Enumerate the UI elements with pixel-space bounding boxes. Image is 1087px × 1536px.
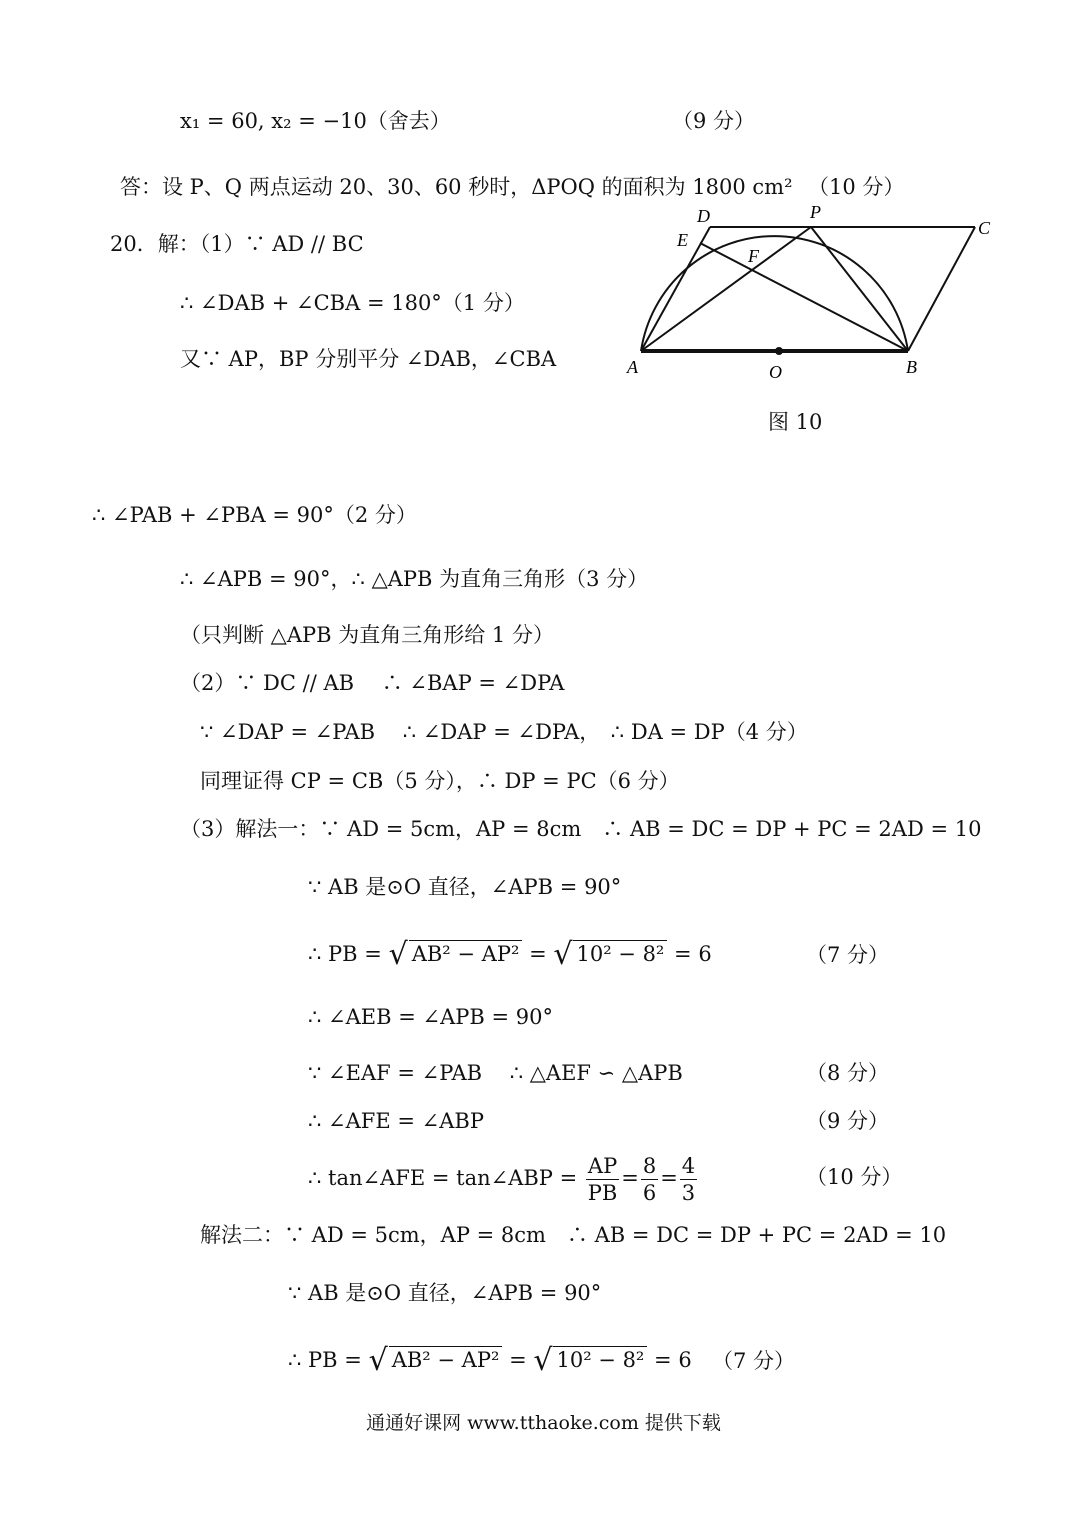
line-tan: ∴ tan∠AFE = tan∠ABP = $\frac{AP}{PB}$ = $\frac{8}{6}$ = $\frac{4}{3}$ xyxy=(308,1154,696,1205)
score-10b: （10 分） xyxy=(806,1165,903,1189)
figure-caption: 图 10 xyxy=(768,410,823,434)
line-roots: x₁ = 60, x₂ = −10（舍去） xyxy=(180,109,451,133)
answer-line: 答：设 P、Q 两点运动 20、30、60 秒时，ΔPOQ 的面积为 1800 cm² xyxy=(120,175,793,199)
footer-watermark: 通通好课网 www.tthaoke.com 提供下载 xyxy=(366,1412,721,1434)
problem-20-part2: （2）∵ DC // AB ∴ ∠BAP = ∠DPA xyxy=(180,671,565,695)
label-p: P xyxy=(810,202,821,222)
problem-20-part3-method1: （3）解法一：∵ AD = 5cm，AP = 8cm ∴ AB = DC = DP + PC = 2AD = 10 xyxy=(180,817,982,841)
fraction-ap-pb: $\frac{AP}{PB}$ xyxy=(587,1154,618,1205)
line-bisect: 又∵ AP，BP 分别平分 ∠DAB，∠CBA xyxy=(180,347,557,371)
segment-cb xyxy=(908,227,975,351)
score-8: （8 分） xyxy=(806,1061,890,1085)
line-pb-1: ∴ PB = √ AB² − AP² = √ 10² − 8² = 6 xyxy=(308,937,712,972)
line-angle-sum: ∴ ∠DAB + ∠CBA = 180°（1 分） xyxy=(180,291,525,315)
line-diameter-1: ∵ AB 是⊙O 直径，∠APB = 90° xyxy=(308,875,622,899)
center-o-dot xyxy=(775,347,783,355)
line-afe-abp: ∴ ∠AFE = ∠ABP xyxy=(308,1109,484,1133)
label-e: E xyxy=(677,230,688,250)
score-7a: （7 分） xyxy=(806,943,890,967)
geometry-figure xyxy=(620,195,1020,395)
problem-20-part1: 20．解：（1）∵ AD // BC xyxy=(110,232,364,256)
score-9b: （9 分） xyxy=(806,1109,890,1133)
fraction-8-6: $\frac{8}{6}$ xyxy=(642,1154,657,1205)
segment-eb xyxy=(700,243,908,351)
line-apb-right: ∴ ∠APB = 90°，∴ △APB 为直角三角形（3 分） xyxy=(180,567,649,591)
line-similar: ∵ ∠EAF = ∠PAB ∴ △AEF ∽ △APB xyxy=(308,1061,683,1085)
line-diameter-2: ∵ AB 是⊙O 直径，∠APB = 90° xyxy=(288,1281,602,1305)
line-note: （只判断 △APB 为直角三角形给 1 分） xyxy=(180,623,554,647)
label-b: B xyxy=(906,357,917,377)
label-f: F xyxy=(748,246,759,266)
segment-bp xyxy=(811,227,908,351)
line-cp-cb: 同理证得 CP = CB（5 分），∴ DP = PC（6 分） xyxy=(200,769,680,793)
fraction-4-3: $\frac{4}{3}$ xyxy=(681,1154,696,1205)
score-7b: （7 分） xyxy=(712,1349,796,1373)
problem-20-part3-method2: 解法二：∵ AD = 5cm，AP = 8cm ∴ AB = DC = DP + PC = 2AD = 10 xyxy=(200,1223,947,1247)
label-a: A xyxy=(627,357,638,377)
line-pab-pba: ∴ ∠PAB + ∠PBA = 90°（2 分） xyxy=(92,503,417,527)
label-d: D xyxy=(697,206,710,226)
score-9: （9 分） xyxy=(672,109,756,133)
score-10: （10 分） xyxy=(808,175,905,199)
line-aeb: ∴ ∠AEB = ∠APB = 90° xyxy=(308,1005,553,1029)
label-c: C xyxy=(978,218,991,238)
label-o: O xyxy=(769,362,782,382)
line-da-dp: ∵ ∠DAP = ∠PAB ∴ ∠DAP = ∠DPA， ∴ DA = DP（4 分） xyxy=(200,720,808,744)
segment-ad xyxy=(641,227,710,351)
line-pb-2: ∴ PB = √ AB² − AP² = √ 10² − 8² = 6 xyxy=(288,1343,692,1378)
